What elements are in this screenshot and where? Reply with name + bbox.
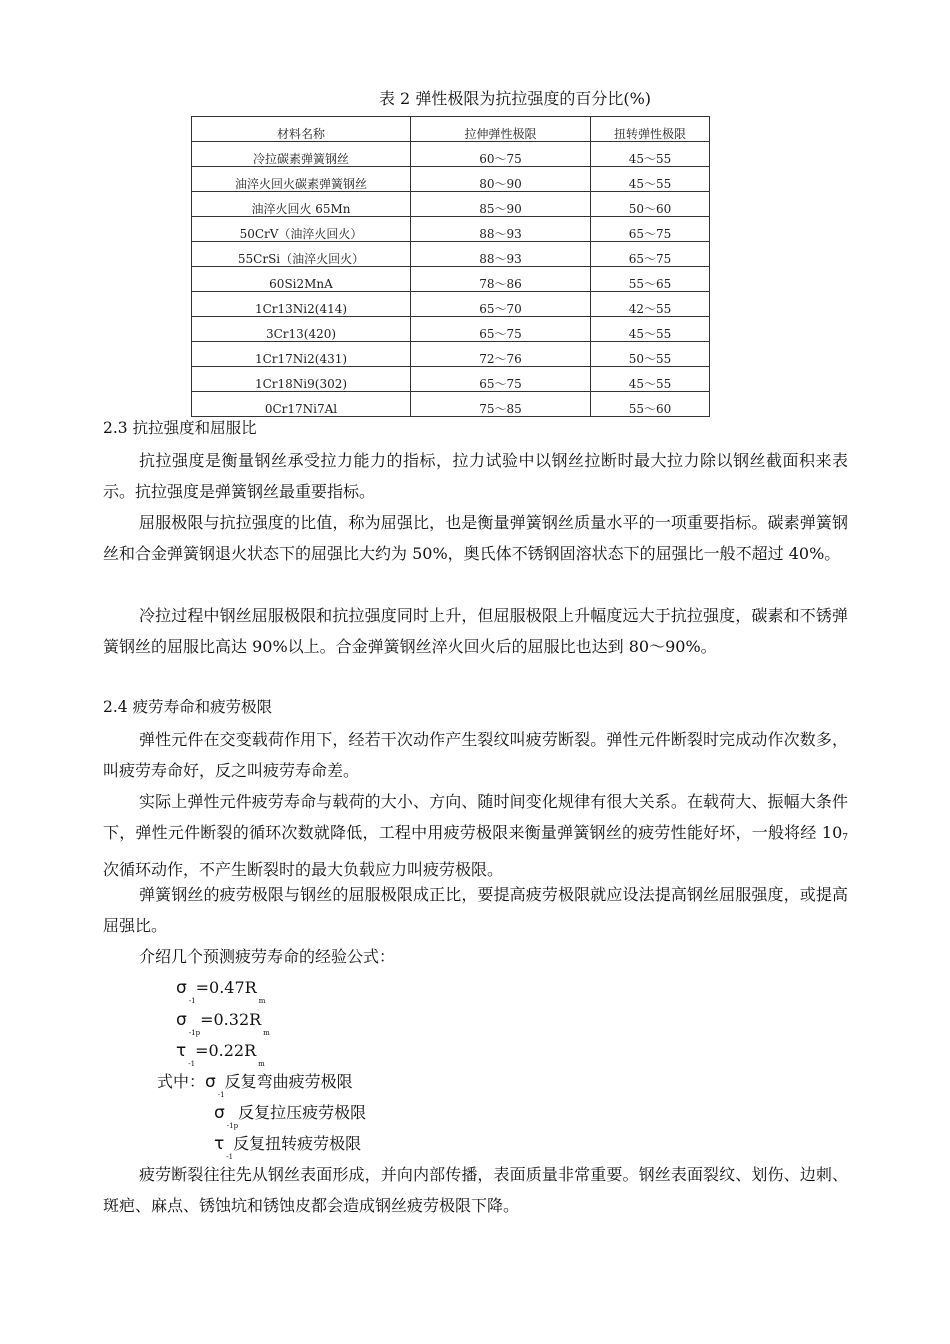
- cell-material: 1Cr18Ni9(302): [192, 367, 411, 392]
- legend-symbol: σ: [205, 1072, 216, 1092]
- paragraph: 疲劳断裂往往先从钢丝表面形成，并向内部传播，表面质量非常重要。钢丝表面裂纹、划伤、边刺、斑疤、麻点、锈蚀坑和锈蚀皮都会造成钢丝疲劳极限下降。: [103, 1165, 848, 1215]
- table-caption: 表 2 弹性极限为抗拉强度的百分比(%): [378, 89, 652, 108]
- header-torsion: 扭转弹性极限: [591, 117, 710, 142]
- cell-material: 3Cr13(420): [192, 317, 411, 342]
- formula-rhs: =0.47R: [195, 978, 257, 997]
- cell-tensile: 65～75: [411, 367, 591, 392]
- cell-torsion: 65～75: [591, 242, 710, 267]
- cell-tensile: 88～93: [411, 217, 591, 242]
- formula-rhs: =0.32R: [200, 1010, 262, 1029]
- legend-text: 反复弯曲疲劳极限: [224, 1072, 353, 1091]
- paragraph: [103, 786, 848, 885]
- legend-prefix: 式中：: [157, 1072, 206, 1091]
- table-row: [192, 192, 710, 217]
- formula-rhs-subscript: m: [258, 997, 266, 1005]
- cell-torsion: 45～55: [591, 367, 710, 392]
- formula-symbol: σ: [176, 1010, 187, 1030]
- paragraph: 介绍几个预测疲劳寿命的经验公式：: [139, 947, 396, 966]
- table-header-row: [192, 117, 710, 142]
- paragraph-text: 次循环动作，不产生断裂时的最大负载应力叫疲劳极限。: [103, 860, 504, 879]
- table-row: [192, 392, 710, 417]
- section-heading-2-3: 2.3 抗拉强度和屈服比: [103, 419, 257, 437]
- table-row: [192, 267, 710, 292]
- cell-material: 0Cr17Ni7Al: [192, 392, 411, 417]
- formula-rhs-subscript: m: [263, 1029, 270, 1037]
- table-row: [192, 142, 710, 167]
- formula-rhs-subscript: m: [258, 1060, 265, 1068]
- paragraph: 弹簧钢丝的疲劳极限与钢丝的屈服极限成正比，要提高疲劳极限就应设法提高钢丝屈服强度，或提高屈强比。: [103, 885, 848, 935]
- formula-subscript: -1p: [188, 1029, 201, 1037]
- table-row: [192, 317, 710, 342]
- table-row: [192, 167, 710, 192]
- cell-tensile: 72～76: [411, 342, 591, 367]
- formula-subscript: -1: [188, 997, 196, 1005]
- formula-symbol: τ: [176, 1041, 187, 1061]
- legend-text: 反复拉压疲劳极限: [238, 1103, 367, 1122]
- formula-symbol: σ: [176, 978, 187, 998]
- paragraph: 抗拉强度是衡量钢丝承受拉力能力的指标，拉力试验中以钢丝拉断时最大拉力除以钢丝截面积来表示。抗拉强度是弹簧钢丝最重要指标。: [103, 451, 848, 501]
- cell-tensile: 65～75: [411, 317, 591, 342]
- legend-text: 反复扭转疲劳极限: [233, 1134, 362, 1153]
- cell-torsion: 65～75: [591, 217, 710, 242]
- table-row: [192, 342, 710, 367]
- section-heading-2-4: 2.4 疲劳寿命和疲劳极限: [103, 698, 273, 716]
- cell-tensile: 88～93: [411, 242, 591, 267]
- cell-torsion: 50～55: [591, 342, 710, 367]
- legend-symbol: τ: [214, 1134, 225, 1154]
- cell-tensile: 65～70: [411, 292, 591, 317]
- formula-subscript: -1: [188, 1060, 196, 1068]
- cell-material: 油淬火回火 65Mn: [192, 192, 411, 217]
- table-row: [192, 242, 710, 267]
- cell-tensile: 60～75: [411, 142, 591, 167]
- cell-tensile: 78～86: [411, 267, 591, 292]
- cell-material: 50CrV（油淬火回火）: [192, 217, 411, 242]
- cell-torsion: 55～65: [591, 267, 710, 292]
- formula-rhs: =0.22R: [195, 1041, 257, 1060]
- legend-subscript: -1: [217, 1091, 225, 1099]
- cell-material: 1Cr17Ni2(431): [192, 342, 411, 367]
- cell-torsion: 50～60: [591, 192, 710, 217]
- legend-subscript: -1: [226, 1153, 234, 1161]
- cell-torsion: 45～55: [591, 317, 710, 342]
- paragraph: 屈服极限与抗拉强度的比值，称为屈强比，也是衡量弹簧钢丝质量水平的一项重要指标。碳素弹簧钢丝和合金弹簧钢退火状态下的屈强比大约为 50%，奥氏体不锈钢固溶状态下的屈强比一般不超过 40%。: [103, 513, 848, 563]
- header-tensile: 拉伸弹性极限: [411, 117, 591, 142]
- legend-line: [214, 1103, 366, 1136]
- cell-material: 60Si2MnA: [192, 267, 411, 292]
- elastic-limit-table: [191, 116, 710, 417]
- paragraph: 弹性元件在交变载荷作用下，经若干次动作产生裂纹叫疲劳断裂。弹性元件断裂时完成动作次数多，叫疲劳寿命好，反之叫疲劳寿命差。: [103, 730, 848, 780]
- cell-torsion: 55～60: [591, 392, 710, 417]
- cell-material: 55CrSi（油淬火回火）: [192, 242, 411, 267]
- table-row: [192, 367, 710, 392]
- table-row: [192, 292, 710, 317]
- cell-material: 油淬火回火碳素弹簧钢丝: [192, 167, 411, 192]
- legend-subscript: -1p: [226, 1122, 239, 1130]
- paragraph: 冷拉过程中钢丝屈服极限和抗拉强度同时上升，但屈服极限上升幅度远大于抗拉强度，碳素和不锈弹簧钢丝的屈服比高达 90%以上。合金弹簧钢丝淬火回火后的屈服比也达到 80～90%。: [103, 606, 848, 656]
- exponent: 7: [842, 833, 848, 843]
- cell-torsion: 45～55: [591, 142, 710, 167]
- cell-tensile: 85～90: [411, 192, 591, 217]
- cell-tensile: 75～85: [411, 392, 591, 417]
- legend-symbol: σ: [214, 1103, 225, 1123]
- table-row: [192, 217, 710, 242]
- header-material: 材料名称: [192, 117, 411, 142]
- formula: [176, 1010, 270, 1043]
- formula: [176, 978, 265, 1011]
- formula: [176, 1041, 265, 1074]
- cell-torsion: 45～55: [591, 167, 710, 192]
- cell-material: 1Cr13Ni2(414): [192, 292, 411, 317]
- legend-line: [157, 1072, 353, 1105]
- cell-torsion: 42～55: [591, 292, 710, 317]
- paragraph-text: 实际上弹性元件疲劳寿命与载荷的大小、方向、随时间变化规律有很大关系。在载荷大、振幅大条件下，弹性元件断裂的循环次数就降低，工程中用疲劳极限来衡量弹簧钢丝的疲劳性能好坏，一般将经 10: [103, 792, 848, 842]
- cell-tensile: 80～90: [411, 167, 591, 192]
- cell-material: 冷拉碳素弹簧钢丝: [192, 142, 411, 167]
